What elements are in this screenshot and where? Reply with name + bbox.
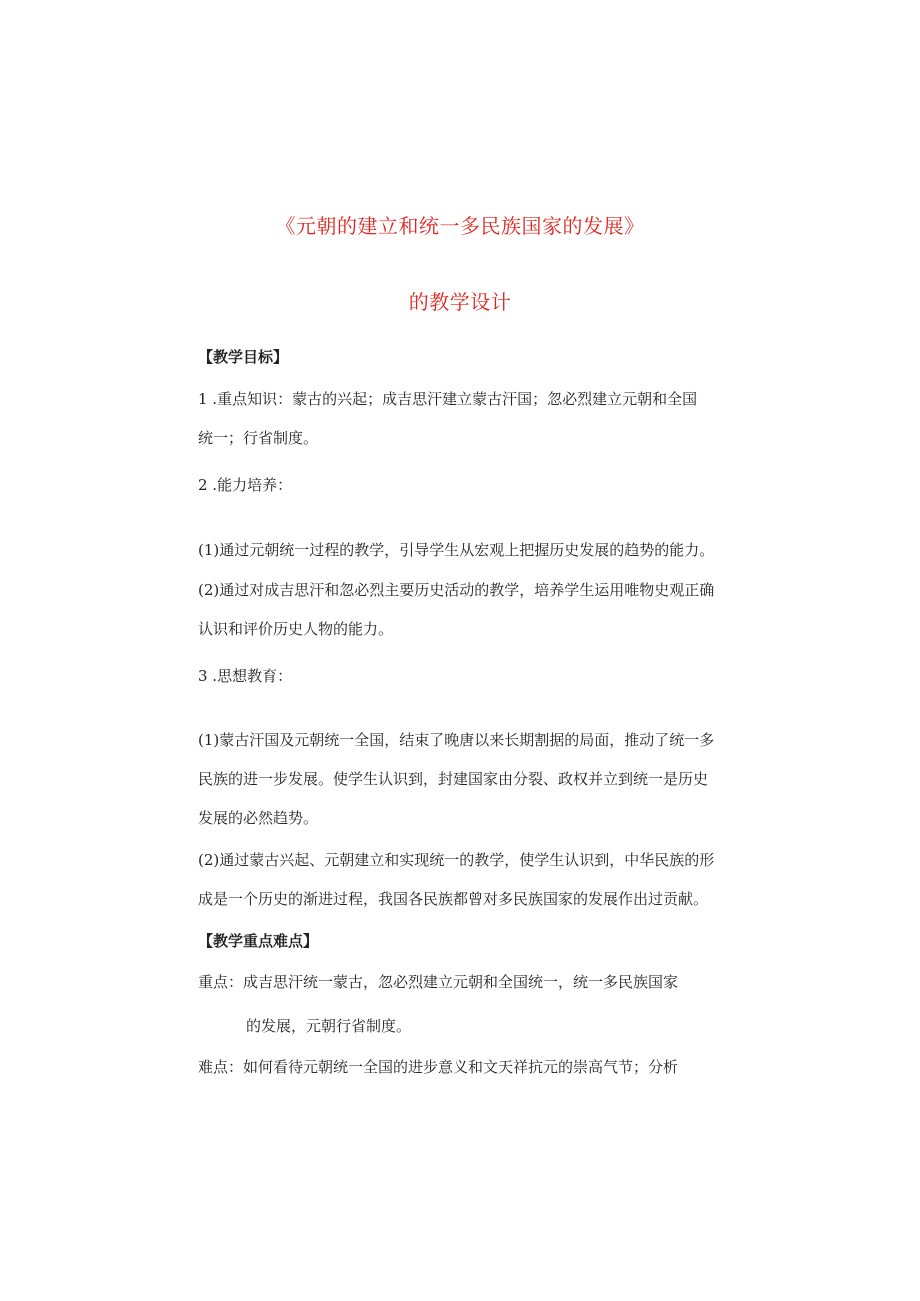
objective-item2: 2 .能力培养： xyxy=(198,476,293,494)
objective-item3-sub1-line3: 发展的必然趋势。 xyxy=(198,809,319,827)
keypoints-key-line2: 的发展，元朝行省制度。 xyxy=(246,1017,412,1035)
document-title-line1: 《元朝的建立和统一多民族国家的发展》 xyxy=(275,214,645,238)
objective-item3-sub1-line2: 民族的进一步发展。使学生认识到，封建国家由分裂、政权并立到统一是历史 xyxy=(198,770,709,788)
objectives-heading: 【教学目标】 xyxy=(198,348,289,366)
objective-item3-sub1-line1: (1)蒙古汗国及元朝统一全国，结束了晚唐以来长期割据的局面，推动了统一多 xyxy=(198,731,715,749)
objective-item3-sub2-line2: 成是一个历史的渐进过程，我国各民族都曾对多民族国家的发展作出过贡献。 xyxy=(198,890,709,908)
objective-item1-line2: 统一；行省制度。 xyxy=(198,429,319,447)
keypoints-key-line1: 重点：成吉思汗统一蒙古，忽必烈建立元朝和全国统一，统一多民族国家 xyxy=(198,973,679,991)
objective-item3: 3 .思想教育： xyxy=(198,667,293,685)
keypoints-difficulty-line1: 难点：如何看待元朝统一全国的进步意义和文天祥抗元的崇高气节；分析 xyxy=(198,1058,679,1076)
objective-item2-sub1: (1)通过元朝统一过程的教学，引导学生从宏观上把握历史发展的趋势的能力。 xyxy=(198,541,715,559)
document-title-line2: 的教学设计 xyxy=(408,290,512,314)
objective-item1-line1: 1 .重点知识：蒙古的兴起；成吉思汗建立蒙古汗国；忽必烈建立元朝和全国 xyxy=(198,390,698,408)
objective-item2-sub2-line1: (2)通过对成吉思汗和忽必烈主要历史活动的教学，培养学生运用唯物史观正确 xyxy=(198,581,715,599)
objective-item3-sub2-line1: (2)通过蒙古兴起、元朝建立和实现统一的教学，使学生认识到，中华民族的形 xyxy=(198,851,715,869)
objective-item2-sub2-line2: 认识和评价历史人物的能力。 xyxy=(198,620,394,638)
keypoints-heading: 【教学重点难点】 xyxy=(198,932,319,950)
